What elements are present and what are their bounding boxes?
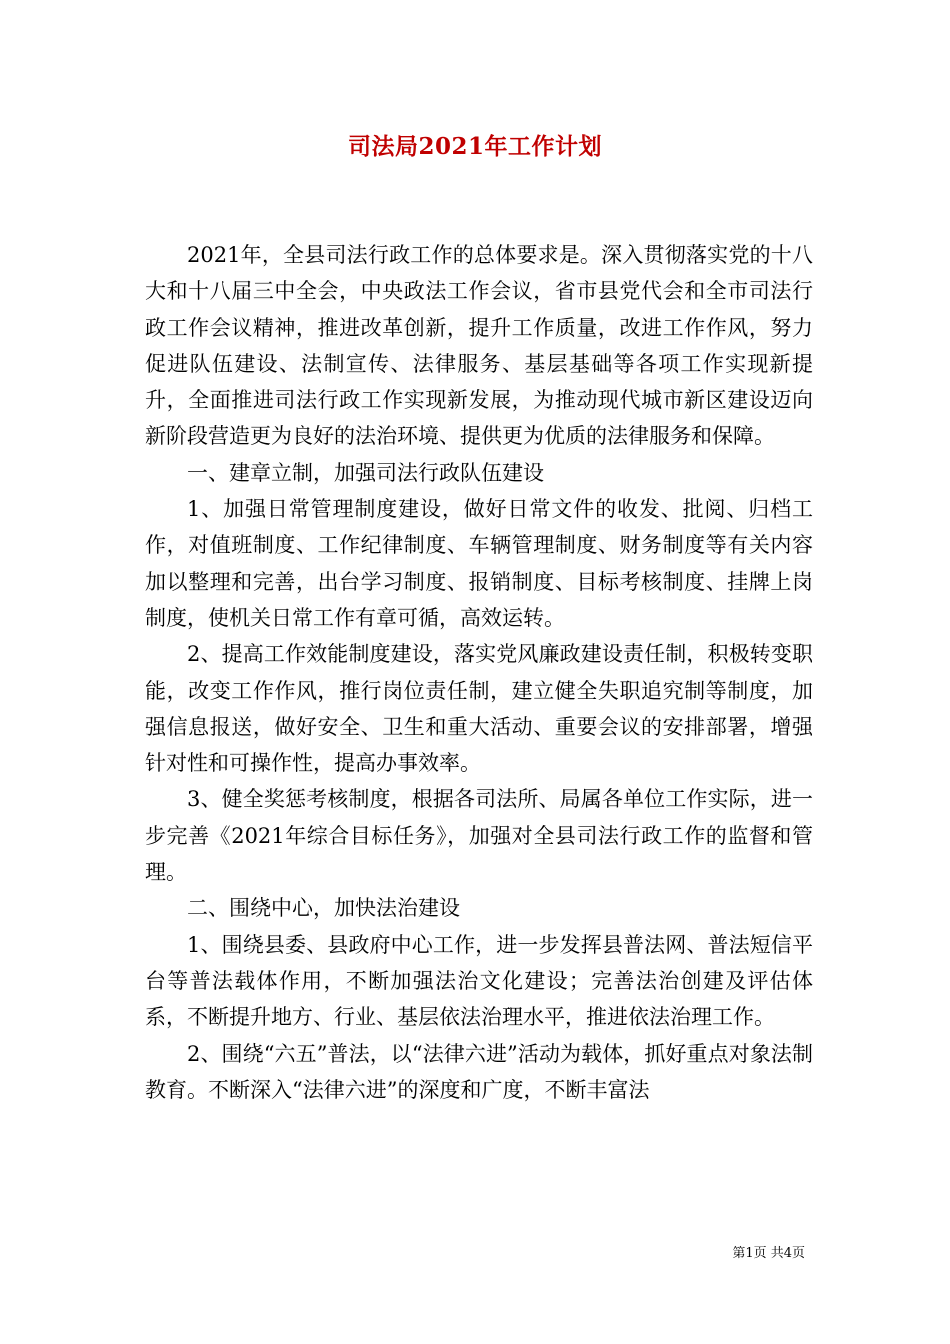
paragraph-2-2: 2、围绕“六五”普法，以“法律六进”活动为载体，抓好重点对象法制教育。不断深入“法律六进”的深度和广度，不断丰富法 xyxy=(145,1041,813,1102)
paragraph-2-1: 1、围绕县委、县政府中心工作，进一步发挥县普法网、普法短信平台等普法载体作用，不断加强法治文化建设；完善法治创建及评估体系，不断提升地方、行业、基层依法治理水平，推进依法治理工作。 xyxy=(145,932,813,1030)
document-body xyxy=(145,237,813,1108)
section-heading-2: 二、围绕中心，加快法治建设 xyxy=(187,896,460,921)
paragraph-1-1: 1、加强日常管理制度建设，做好日常文件的收发、批阅、归档工作，对值班制度、工作纪律制度、车辆管理制度、财务制度等有关内容加以整理和完善，出台学习制度、报销制度、目标考核制度、挂牌上岗制度，使机关日常工作有章可循，高效运转。 xyxy=(145,497,813,630)
paragraph-intro: 2021年，全县司法行政工作的总体要求是。深入贯彻落实党的十八大和十八届三中全会，中央政法工作会议，省市县党代会和全市司法行政工作会议精神，推进改革创新，提升工作质量，改进工作作风，努力促进队伍建设、法制宣传、法律服务、基层基础等各项工作实现新提升，全面推进司法行政工作实现新发展，为推动现代城市新区建设迈向新阶段营造更为良好的法治环境、提供更为优质的法律服务和保障。 xyxy=(145,243,813,449)
paragraph-1-2: 2、提高工作效能制度建设，落实党风廉政建设责任制，积极转变职能，改变工作作风，推行岗位责任制，建立健全失职追究制等制度，加强信息报送，做好安全、卫生和重大活动、重要会议的安排部署，增强针对性和可操作性，提高办事效率。 xyxy=(145,642,813,776)
section-heading-1: 一、建章立制，加强司法行政队伍建设 xyxy=(187,460,544,485)
paragraph-1-3: 3、健全奖惩考核制度，根据各司法所、局属各单位工作实际，进一步完善《2021年综合目标任务》，加强对全县司法行政工作的监督和管理。 xyxy=(145,787,813,885)
document-title: 司法局2021年工作计划 xyxy=(347,133,602,160)
page-number: 第1页 共4页 xyxy=(732,1246,805,1261)
